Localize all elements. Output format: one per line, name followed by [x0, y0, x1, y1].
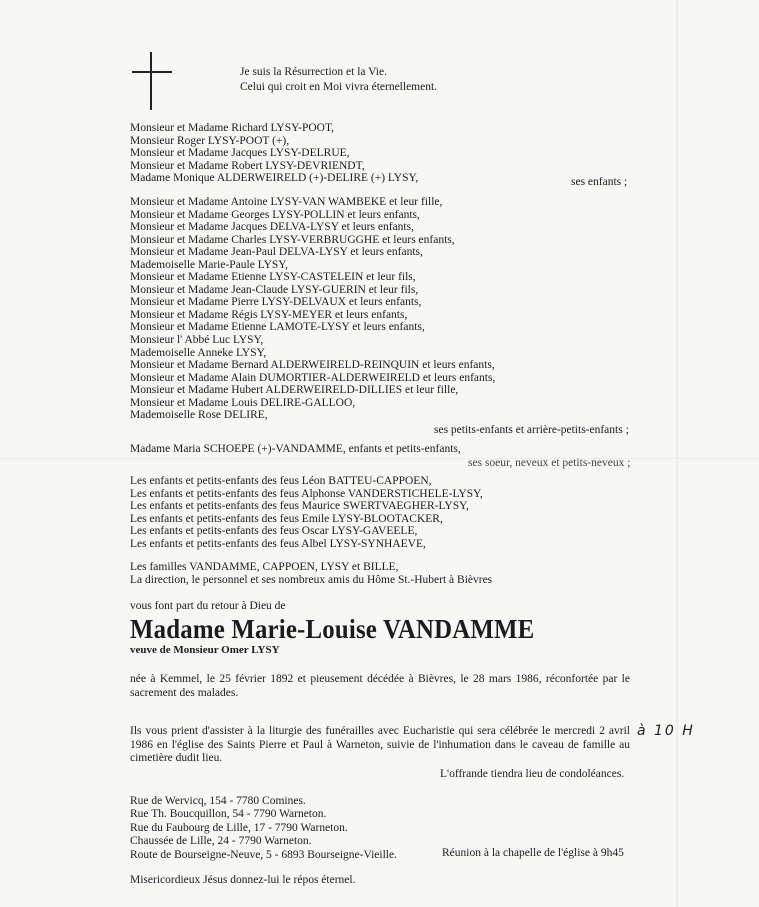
reunion-note: Réunion à la chapelle de l'église à 9h45: [442, 847, 624, 859]
list-item: Les enfants et petits-enfants des feus Emile LYSY-BLOOTACKER,: [130, 512, 443, 525]
address-item: Rue Th. Boucquillon, 54 - 7790 Warneton.: [130, 808, 327, 821]
list-item: Monsieur Roger LYSY-POOT (+),: [130, 134, 290, 147]
offering-note: L'offrande tiendra lieu de condoléances.: [440, 768, 625, 780]
grandchildren-relation: ses petits-enfants et arrière-petits-enfants ;: [434, 424, 629, 436]
grandchildren-list: [130, 196, 495, 422]
announcement-intro: vous font part du retour à Dieu de: [130, 600, 286, 612]
list-item: Monsieur et Madame Pierre LYSY-DELVAUX et leurs enfants,: [130, 296, 422, 309]
list-item: Monsieur l' Abbé Luc LYSY,: [130, 334, 264, 347]
list-item: Les enfants et petits-enfants des feus Oscar LYSY-GAVEELE,: [130, 525, 418, 538]
list-item: Monsieur et Madame Jean-Claude LYSY-GUERIN et leur fils,: [130, 283, 419, 296]
verse-line-1: Je suis la Résurrection et la Vie.: [240, 66, 387, 78]
closing-prayer: Misericordieux Jésus donnez-lui le répos éternel.: [130, 874, 356, 886]
list-item: Monsieur et Madame Etienne LYSY-CASTELEIN et leur fils,: [130, 271, 416, 284]
families-list: [130, 561, 492, 586]
list-item: Mademoiselle Anneke LYSY,: [130, 346, 267, 359]
birth-death-paragraph: née à Kemmel, le 25 février 1892 et pieusement décédée à Bièvres, le 28 mars 1986, réconfortée par le sacrement des malades.: [130, 673, 630, 699]
verse-line-2: Celui qui croit en Moi vivra éternellement.: [240, 81, 438, 93]
address-item: Rue de Wervicq, 154 - 7780 Comines.: [130, 795, 306, 807]
list-item: La direction, le personnel et ses nombreux amis du Hôme St.-Hubert à Bièvres: [130, 573, 493, 586]
address-item: Rue du Faubourg de Lille, 17 - 7790 Warneton.: [130, 821, 348, 834]
cross-icon: [150, 52, 152, 110]
list-item: Les familles VANDAMME, CAPPOEN, LYSY et BILLE,: [130, 561, 399, 573]
list-item: Monsieur et Madame Jacques LYSY-DELRUE,: [130, 147, 350, 160]
list-item: Monsieur et Madame Richard LYSY-POOT,: [130, 122, 335, 134]
widow-line: veuve de Monsieur Omer LYSY: [130, 644, 280, 656]
list-item: Monsieur et Madame Hubert ALDERWEIRELD-DILLIES et leur fille,: [130, 384, 459, 397]
list-item: Les enfants et petits-enfants des feus Albel LYSY-SYNHAEVE,: [130, 537, 426, 550]
list-item: Monsieur et Madame Alain DUMORTIER-ALDERWEIRELD et leurs enfants,: [130, 371, 496, 384]
address-item: Chaussée de Lille, 24 - 7790 Warneton.: [130, 835, 312, 848]
list-item: Les enfants et petits-enfants des feus Léon BATTEU-CAPPOEN,: [130, 475, 432, 487]
fold-line-horizontal: [0, 458, 759, 459]
fold-line-vertical: [676, 0, 678, 907]
deceased-name: Madame Marie-Louise VANDAMME: [130, 614, 535, 644]
list-item: Monsieur et Madame Régis LYSY-MEYER et leurs enfants,: [130, 308, 408, 321]
list-item: Monsieur et Madame Georges LYSY-POLLIN et leurs enfants,: [130, 208, 420, 221]
sister-line: Madame Maria SCHOEPE (+)-VANDAMME, enfants et petits-enfants,: [130, 443, 461, 455]
list-item: Monsieur et Madame Antoine LYSY-VAN WAMBEKE et leur fille,: [130, 196, 443, 208]
list-item: Monsieur et Madame Etienne LAMOTE-LYSY et leurs enfants,: [130, 321, 425, 334]
list-item: Monsieur et Madame Jean-Paul DELVA-LYSY et leurs enfants,: [130, 246, 423, 259]
children-relation: ses enfants ;: [571, 176, 628, 188]
list-item: Mademoiselle Rose DELIRE,: [130, 409, 268, 422]
list-item: Les enfants et petits-enfants des feus Maurice SWERTVAEGHER-LYSY,: [130, 500, 469, 513]
list-item: Madame Monique ALDERWEIRELD (+)-DELIRE (+) LYSY,: [130, 172, 419, 185]
address-item: Route de Bourseigne-Neuve, 5 - 6893 Bourseigne-Vieille.: [130, 848, 397, 861]
handwritten-note: à 10 H: [637, 723, 695, 739]
late-relatives-list: [130, 475, 483, 550]
list-item: Monsieur et Madame Bernard ALDERWEIRELD-REINQUIN et leurs enfants,: [130, 359, 495, 372]
list-item: Monsieur et Madame Jacques DELVA-LYSY et leurs enfants,: [130, 221, 414, 234]
address-list: [130, 795, 397, 862]
list-item: Monsieur et Madame Louis DELIRE-GALLOO,: [130, 396, 356, 409]
cross-icon-bar: [132, 71, 172, 73]
list-item: Monsieur et Madame Robert LYSY-DEVRIENDT,: [130, 159, 365, 172]
list-item: Mademoiselle Marie-Paule LYSY,: [130, 258, 289, 271]
sister-relation: ses soeur, neveux et petits-neveux ;: [468, 457, 631, 469]
children-list: [130, 122, 418, 185]
funeral-paragraph: Ils vous prient d'assister à la liturgie des funérailles avec Eucharistie qui sera célébrée le mercredi 2 avril 1986 en l'église des Saints Pierre et Paul à Warneton, suivie de l'inhumation dans le caveau de famille au cimetière dudit lieu.: [130, 725, 630, 764]
list-item: Les enfants et petits-enfants des feus Alphonse VANDERSTICHELE-LYSY,: [130, 487, 483, 500]
list-item: Monsieur et Madame Charles LYSY-VERBRUGGHE et leurs enfants,: [130, 233, 455, 246]
